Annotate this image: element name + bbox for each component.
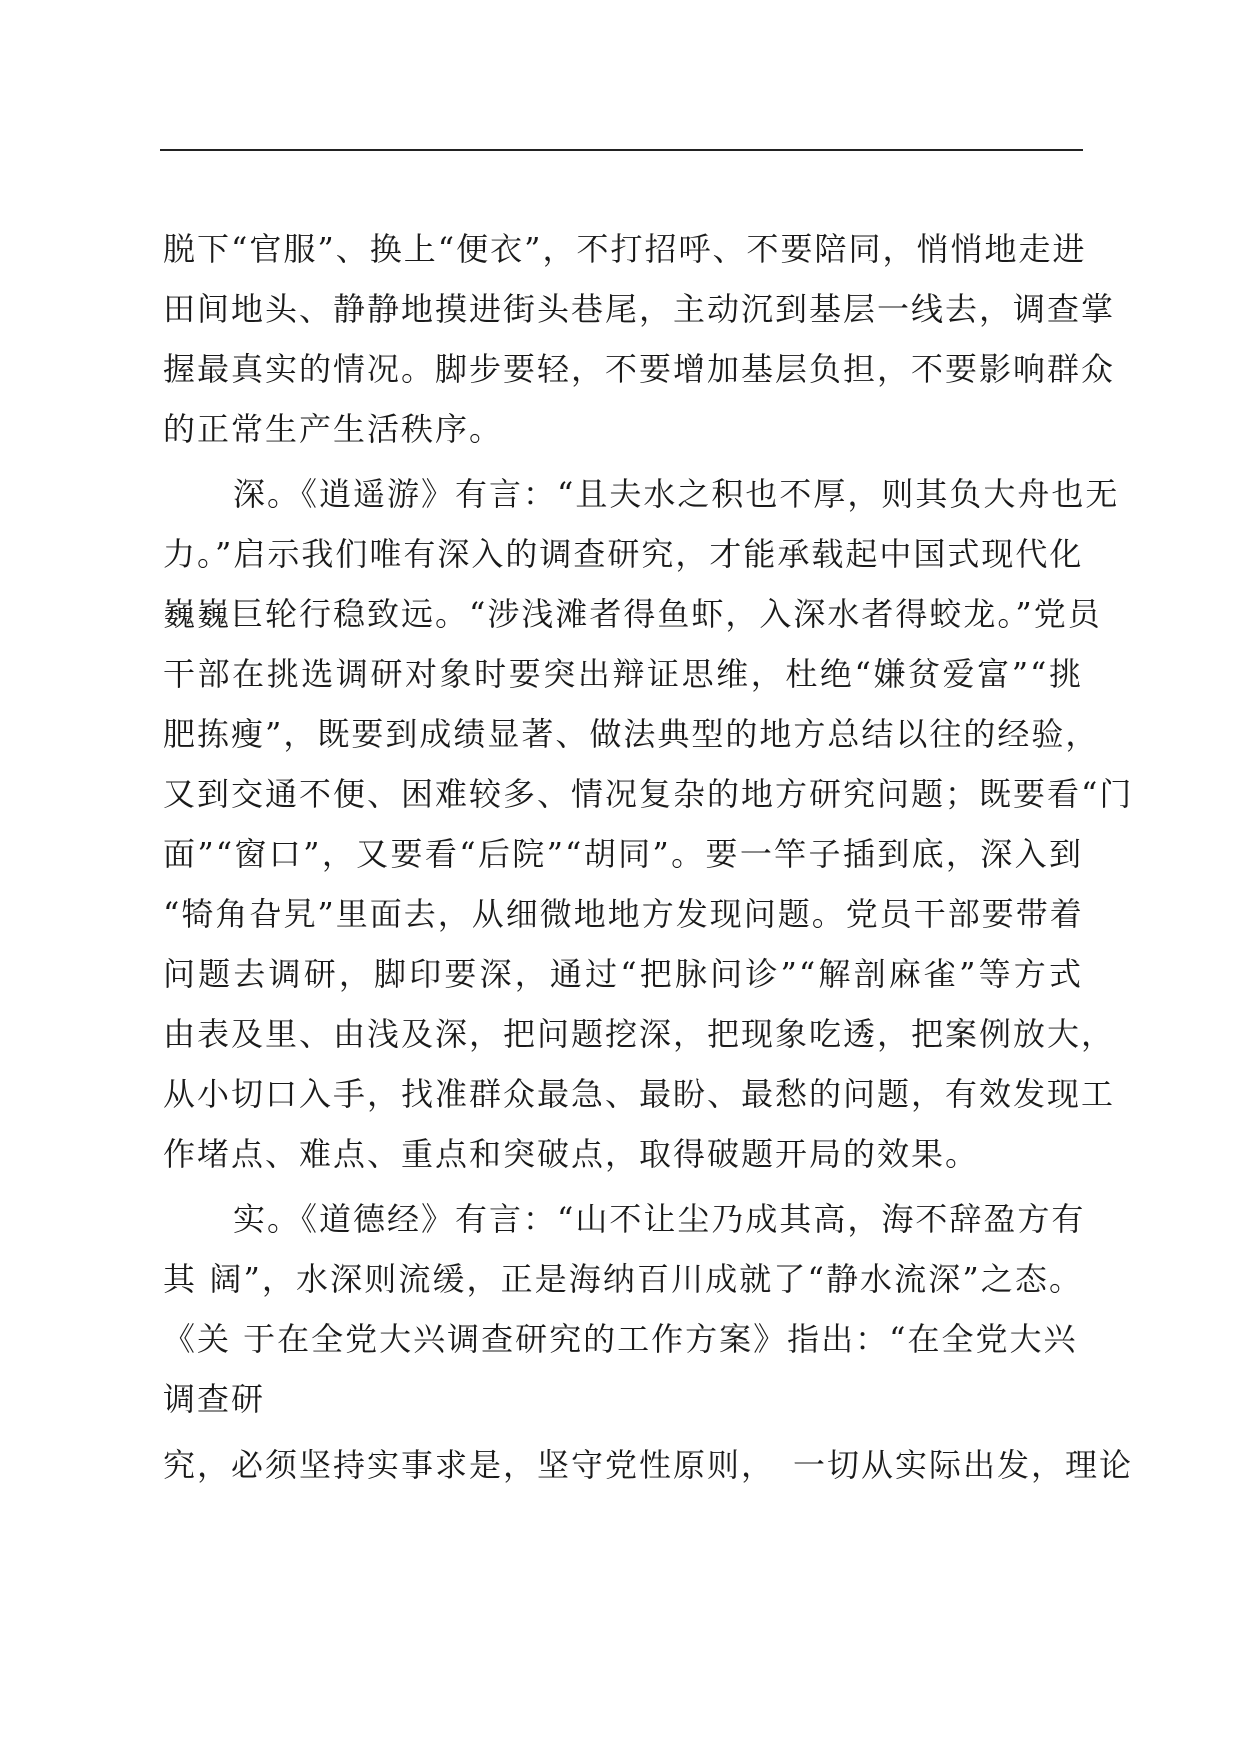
text-line-8: 干部在挑选调研对象时要突出辩证思维，杜绝“嫌贫爱富”“挑 [163,655,1083,693]
text-line-4: 的正常生产生活秩序。 [163,410,504,448]
text-line-10: 又到交通不便、困难较多、情况复杂的地方研究问题；既要看“门 [163,775,1134,813]
text-line-13: 问题去调研，脚印要深，通过“把脉问诊”“解剖麻雀”等方式 [163,955,1083,993]
text-line-15: 从小切口入手，找准群众最急、最盼、最愁的问题，有效发现工 [163,1075,1116,1113]
text-line-2: 田间地头、静静地摸进街头巷尾，主动沉到基层一线去，调查掌 [163,290,1116,328]
header-rule [160,149,1083,151]
text-line-17: 实。《道德经》有言：“山不让尘乃成其高，海不辞盈方有 [233,1200,1086,1238]
text-line-20: 调查研 [163,1380,266,1418]
text-line-1: 脱下“官服”、换上“便衣”，不打招呼、不要陪同，悄悄地走进 [163,230,1087,268]
text-line-3: 握最真实的情况。脚步要轻，不要增加基层负担，不要影响群众 [163,350,1116,388]
text-line-18: 其 阔”，水深则流缓，正是海纳百川成就了“静水流深”之态。 [163,1260,1083,1298]
text-line-5: 深。《逍遥游》有言：“且夫水之积也不厚，则其负大舟也无 [233,475,1120,513]
text-line-19: 《关 于在全党大兴调查研究的工作方案》指出：“在全党大兴 [163,1320,1078,1358]
text-line-16: 作堵点、难点、重点和突破点，取得破题开局的效果。 [163,1135,980,1173]
text-line-14: 由表及里、由浅及深，把问题挖深，把现象吃透，把案例放大， [163,1015,1116,1053]
text-line-21: 究，必须坚持实事求是，坚守党性原则， 一切从实际出发，理论 [163,1446,1134,1484]
text-line-7: 巍巍巨轮行稳致远。“涉浅滩者得鱼虾，入深水者得蛟龙。”党员 [163,595,1102,633]
text-line-11: 面”“窗口”，又要看“后院”“胡同”。要一竿子插到底，深入到 [163,835,1083,873]
text-line-6: 力。”启示我们唯有深入的调查研究，才能承载起中国式现代化 [163,535,1084,573]
text-line-9: 肥拣瘦”，既要到成绩显著、做法典型的地方总结以往的经验， [163,715,1100,753]
text-line-12: “犄角旮旯”里面去，从细微地地方发现问题。党员干部要带着 [163,895,1084,933]
